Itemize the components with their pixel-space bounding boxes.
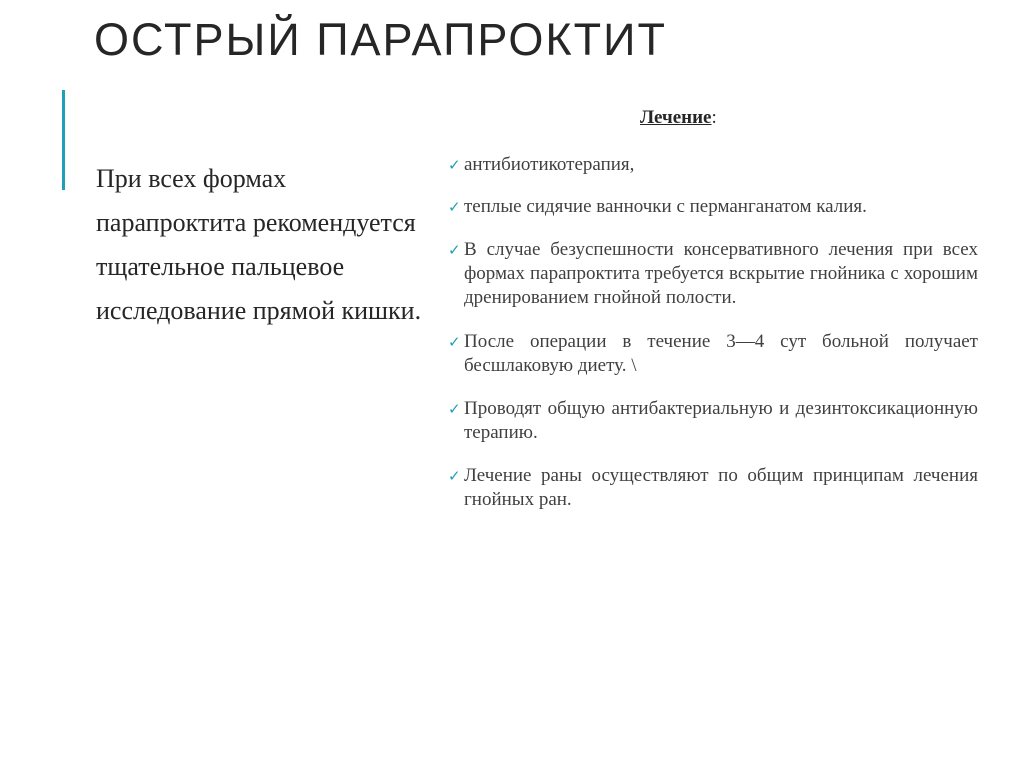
treatment-heading-label: Лечение: [640, 107, 712, 128]
treatment-item: [448, 238, 978, 310]
treatment-item-text: Проводят общую антибактериальную и дезинтоксикационную терапию.: [464, 398, 978, 443]
treatment-item-text: теплые сидячие ванночки с перманганатом калия.: [464, 196, 867, 217]
treatment-item: [448, 330, 978, 378]
treatment-item: [448, 153, 978, 177]
slide-title: ОСТРЫЙ ПАРАПРОКТИТ: [94, 14, 667, 65]
treatment-item-text: Лечение раны осуществляют по общим принципам лечения гнойных ран.: [464, 465, 978, 510]
check-icon: ✓: [448, 400, 461, 418]
check-icon: ✓: [448, 198, 461, 216]
accent-bar: [62, 90, 65, 190]
check-icon: ✓: [448, 467, 461, 485]
treatment-item-text: После операции в течение 3—4 сут больной получает бесшлаковую диету. \: [464, 331, 978, 376]
treatment-item: [448, 464, 978, 512]
check-icon: ✓: [448, 156, 461, 174]
treatment-item: [448, 195, 978, 219]
check-icon: ✓: [448, 333, 461, 351]
treatment-item-text: антибиотикотерапия,: [464, 154, 635, 175]
treatment-list: [448, 153, 978, 512]
treatment-heading: [640, 107, 717, 129]
check-icon: ✓: [448, 241, 461, 259]
treatment-item-text: В случае безуспешности консервативного лечения при всех формах парапроктита требуется вскрытие гнойника с хорошим дренированием гнойной полости.: [464, 239, 978, 308]
left-body-text: При всех формах парапроктита рекомендуется тщательное пальцевое исследование прямой кишки.: [96, 164, 422, 325]
treatment-heading-colon: :: [711, 107, 717, 128]
treatment-item: [448, 397, 978, 445]
